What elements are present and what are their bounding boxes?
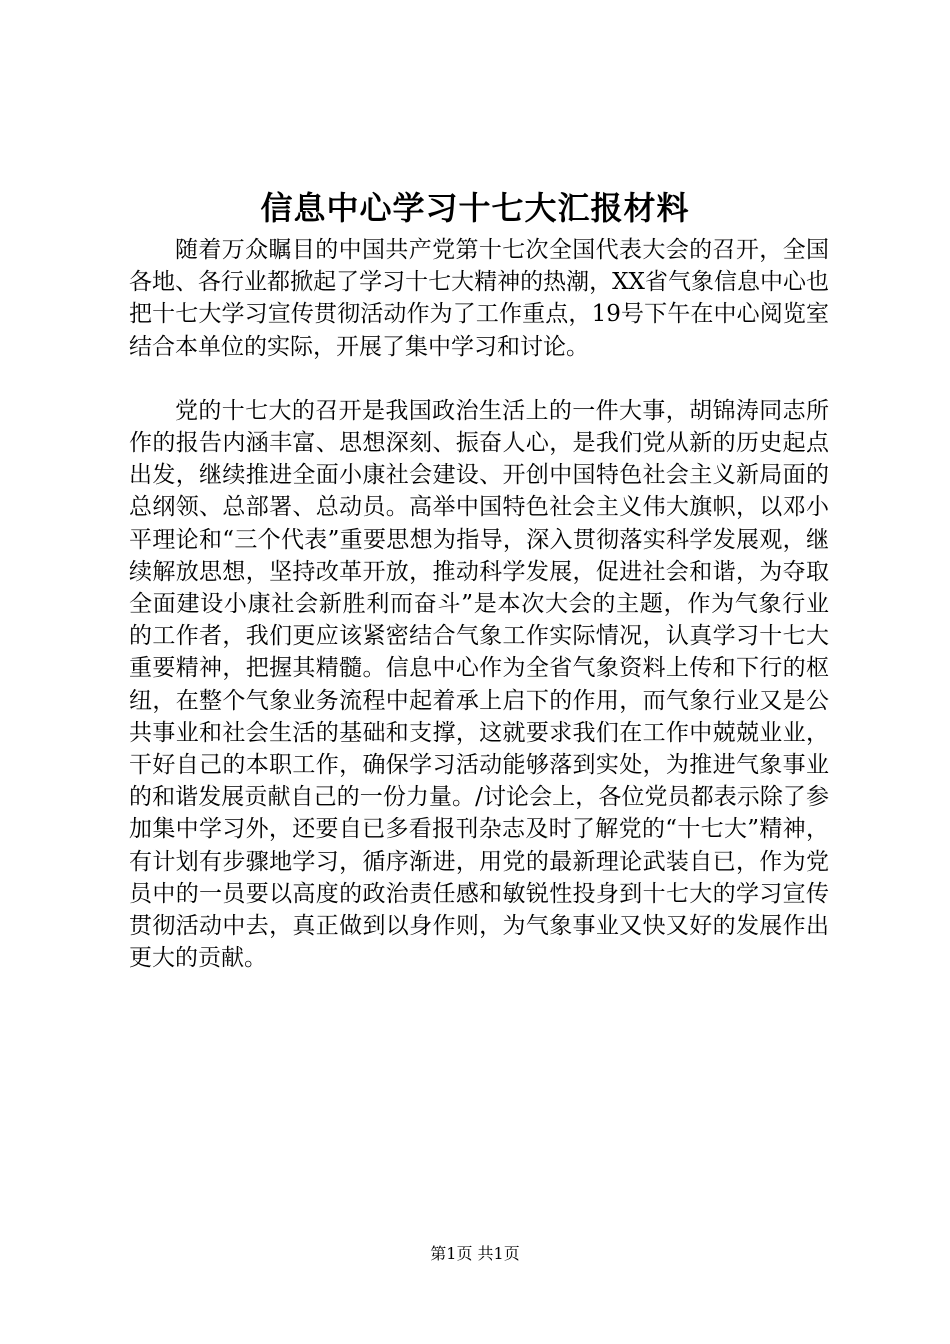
document-title: 信息中心学习十七大汇报材料: [260, 189, 690, 227]
document-body: [129, 234, 829, 974]
paragraph-intro: 随着万众瞩目的中国共产党第十七次全国代表大会的召开，全国各地、各行业都掀起了学习十七大精神的热潮，XX省气象信息中心也把十七大学习宣传贯彻活动作为了工作重点，19号下午在中心阅览室结合本单位的实际，开展了集中学习和讨论。: [129, 237, 829, 360]
paragraph-spacer: [129, 363, 829, 395]
page-footer: 第1页 共1页: [430, 1244, 520, 1263]
paragraph-main: 党的十七大的召开是我国政治生活上的一件大事，胡锦涛同志所作的报告内涵丰富、思想深刻、振奋人心，是我们党从新的历史起点出发，继续推进全面小康社会建设、开创中国特色社会主义新局面的总纲领、总部署、总动员。高举中国特色社会主义伟大旗帜，以邓小平理论和“三个代表”重要思想为指导，深入贯彻落实科学发展观，继续解放思想，坚持改革开放，推动科学发展，促进社会和谐，为夺取全面建设小康社会新胜利而奋斗”是本次大会的主题，作为气象行业的工作者，我们更应该紧密结合气象工作实际情况，认真学习十七大重要精神，把握其精髓。信息中心作为全省气象资料上传和下行的枢纽，在整个气象业务流程中起着承上启下的作用，而气象行业又是公共事业和社会生活的基础和支撑，这就要求我们在工作中兢兢业业，干好自己的本职工作，确保学习活动能够落到实处，为推进气象事业的和谐发展贡献自己的一份力量。/讨论会上，各位党员都表示除了参加集中学习外，还要自已多看报刊杂志及时了解党的“十七大”精神，有计划有步骤地学习，循序渐进，用党的最新理论武装自已，作为党员中的一员要以高度的政治责任感和敏锐性投身到十七大的学习宣传贯彻活动中去，真正做到以身作则，为气象事业又快又好的发展作出更大的贡献。: [129, 397, 829, 972]
